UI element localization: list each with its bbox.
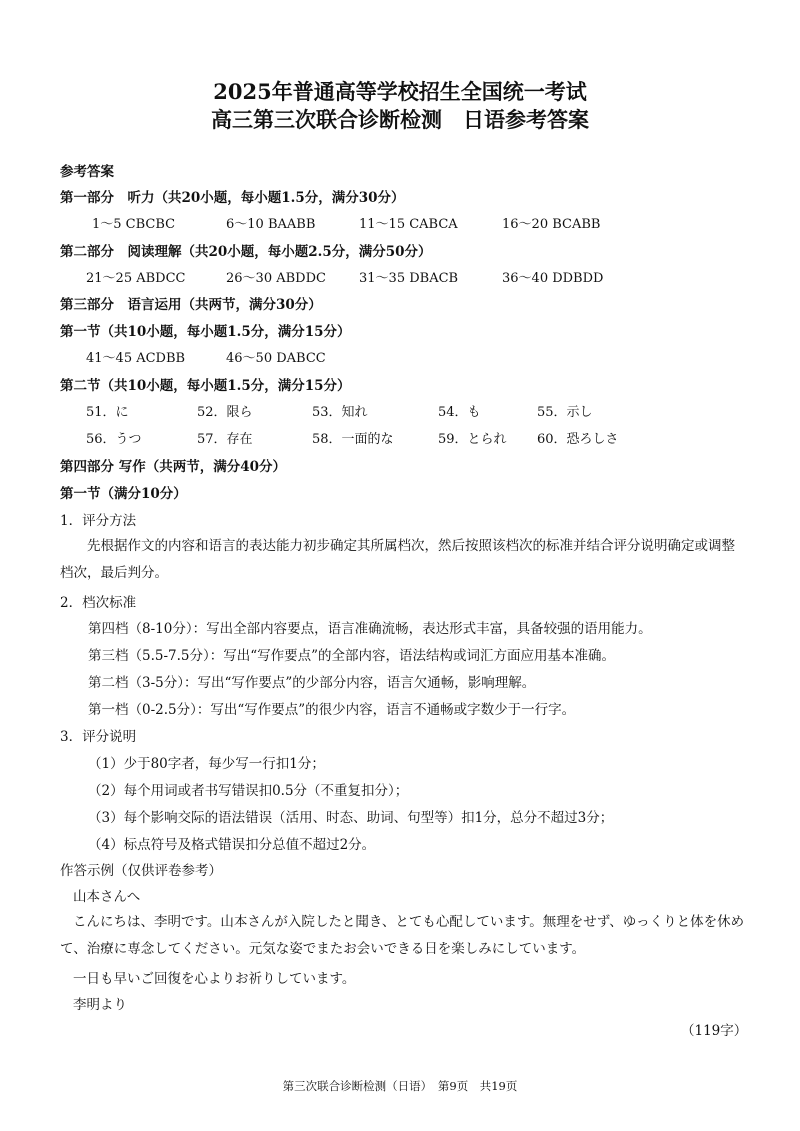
sample-sign: 李明より xyxy=(73,997,127,1013)
page-footer: 第三次联合诊断检测（日语） 第9页 共19页 xyxy=(282,1079,518,1093)
fill-answer: 51．に xyxy=(86,405,129,420)
part2-answer-group: 36～40 DDBDD xyxy=(502,271,604,286)
level-item: 第三档（5.5-7.5分）：写出“写作要点”的全部内容，语法结构或词汇方面应用基本准确。 xyxy=(88,648,616,664)
part3-section1-answer-group: 46～50 DABCC xyxy=(226,351,326,366)
part4-heading: 第四部分 写作（共两节，满分40分） xyxy=(60,459,286,475)
scoring-method-text: 先根据作文的内容和语言的表达能力初步确定其所属档次，然后按照该档次的标准并结合评分说明确定或调整档次，最后判分。 xyxy=(60,538,735,581)
part2-heading: 第二部分 阅读理解（共20小题，每小题2.5分，满分50分） xyxy=(60,244,432,260)
sample-salutation: 山本さんへ xyxy=(73,889,141,905)
part3-section1-answer-group: 41～45 ACDBB xyxy=(86,351,186,366)
document-title-line2: 高三第三次联合诊断检测 日语参考答案 xyxy=(211,107,589,132)
sample-word-count: （119字） xyxy=(681,1023,748,1039)
part2-answer-group: 21～25 ABDCC xyxy=(86,271,186,286)
fill-answer: 55．示し xyxy=(537,405,593,420)
fill-answer: 54．も xyxy=(438,405,481,420)
level-item: 第二档（3-5分）：写出“写作要点”的少部分内容，语言欠通畅，影响理解。 xyxy=(88,675,536,691)
scoring-method-heading: 1．评分方法 xyxy=(60,513,137,529)
document-title-line1: 2025年普通高等学校招生全国统一考试 xyxy=(213,79,587,104)
level-item: 第一档（0-2.5分）：写出“写作要点”的很少内容，语言不通畅或字数少于一行字。 xyxy=(88,702,576,718)
part2-answer-group: 26～30 ABDDC xyxy=(226,271,326,286)
part1-answer-group: 11～15 CABCA xyxy=(359,217,458,232)
part1-heading: 第一部分 听力（共20小题，每小题1.5分，满分30分） xyxy=(60,190,405,206)
part1-answer-group: 16～20 BCABB xyxy=(502,217,601,232)
note-item: （1）少于80字者，每少写一行扣1分； xyxy=(88,756,325,772)
level-item: 第四档（8-10分）：写出全部内容要点，语言准确流畅，表达形式丰富，具备较强的语用能力。 xyxy=(88,621,652,637)
notes-heading: 3．评分说明 xyxy=(60,729,137,745)
part3-heading: 第三部分 语言运用（共两节，满分30分） xyxy=(60,297,322,313)
sample-heading: 作答示例（仅供评卷参考） xyxy=(60,863,222,879)
fill-answer: 59．とられ xyxy=(438,432,507,447)
fill-answer: 53．知れ xyxy=(312,405,368,420)
note-item: （2）每个用词或者书写错误扣0.5分（不重复扣分）； xyxy=(88,783,409,799)
fill-answer: 52．限ら xyxy=(197,405,253,420)
fill-answer: 58．一面的な xyxy=(312,432,394,447)
part1-answer-group: 6～10 BAABB xyxy=(226,217,316,232)
fill-answer: 56．うつ xyxy=(86,432,142,447)
fill-answer: 57．存在 xyxy=(197,432,253,447)
note-item: （3）每个影响交际的语法错误（活用、时态、助词、句型等）扣1分，总分不超过3分； xyxy=(88,810,614,826)
note-item: （4）标点符号及格式错误扣分总值不超过2分。 xyxy=(88,837,376,853)
levels-heading: 2．档次标准 xyxy=(60,595,137,611)
sample-body: こんにちは、李明です。山本さんが入院したと聞き、とても心配しています。無理をせず、ゆっくりと体を休めて、治療に専念してください。元気な姿でまたお会いできる日を楽しみにしています。 xyxy=(60,914,745,957)
fill-answer: 60．恐ろしさ xyxy=(537,432,619,447)
answers-heading: 参考答案 xyxy=(60,164,114,180)
sample-closing: 一日も早いご回復を心よりお祈りしています。 xyxy=(73,971,356,987)
part1-answer-group: 1～5 CBCBC xyxy=(92,217,176,232)
part2-answer-group: 31～35 DBACB xyxy=(359,271,459,286)
part4-section1-heading: 第一节（满分10分） xyxy=(60,486,187,502)
part3-section2-heading: 第二节（共10小题，每小题1.5分，满分15分） xyxy=(60,378,351,394)
part3-section1-heading: 第一节（共10小题，每小题1.5分，满分15分） xyxy=(60,324,351,340)
